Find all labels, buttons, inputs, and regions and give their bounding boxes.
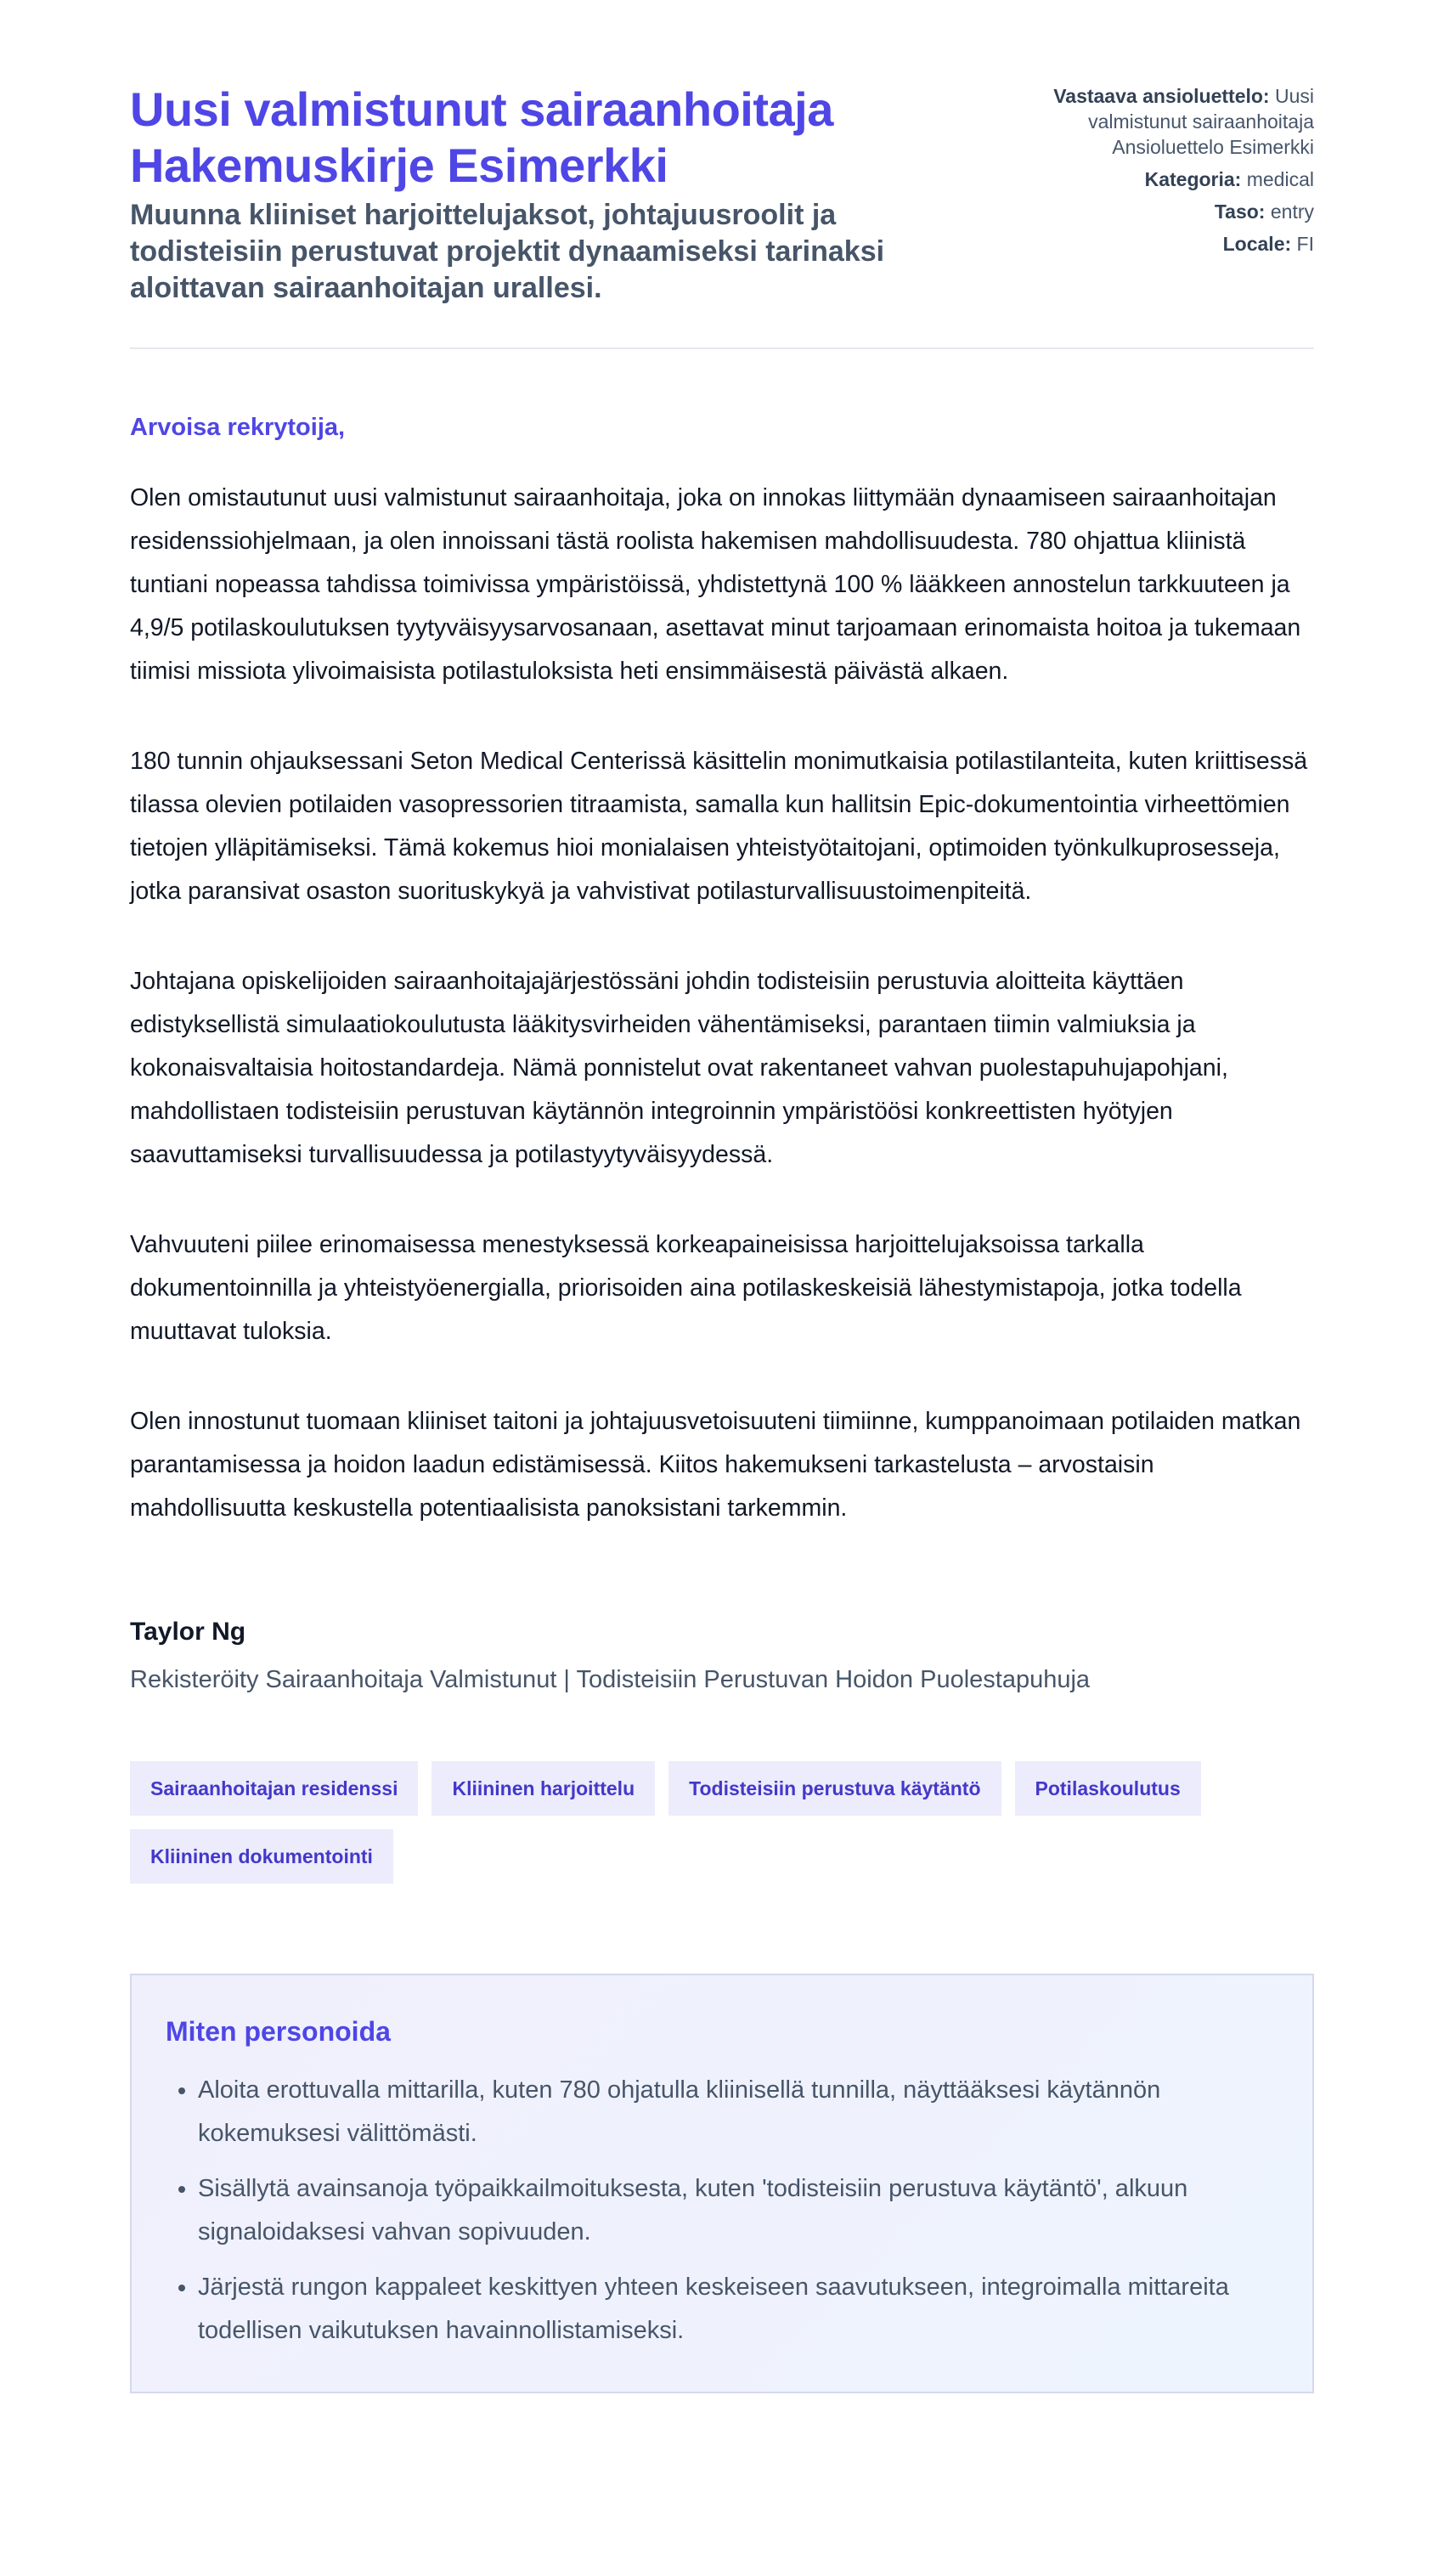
keyword-tag: Kliininen dokumentointi [130,1829,393,1884]
meta-level [1008,199,1314,224]
signature-name: Taylor Ng [130,1618,246,1646]
keyword-tag: Sairaanhoitajan residenssi [130,1761,418,1816]
page-header [130,82,1314,349]
meta-category-value: medical [1246,168,1314,190]
page-subtitle: Muunna kliiniset harjoittelujaksot, johtajuusroolit ja todisteisiin perustuvat projektit dynaamiseksi tarinaksi aloittavan sairaanhoitajan urallesi. [130,199,885,304]
signature-block [130,1615,1314,1697]
header-title-block [130,82,979,307]
meta-category [1008,167,1314,192]
keyword-tags [130,1761,1314,1884]
letter-paragraph: 180 tunnin ohjauksessani Seton Medical Centerissä käsittelin monimutkaisia potilastilanteita, kuten kriittisessä tilassa olevien potilaiden vasopressorien titraamista, samalla kun hallitsin Epic-dokumentointia virheettömien tietojen ylläpitämiseksi. Tämä kokemus hioi monialaisen yhteistyötaitojani, optimoiden työnkulkuprosesseja, jotka paransivat osaston suorituskykyä ja vahvistivat potilasturvallisuustoimenpiteitä. [130,748,1308,905]
page-title [130,82,979,194]
page-title-line-1: Uusi valmistunut sairaanhoitaja [130,82,833,136]
tips-title: Miten personoida [166,2016,391,2047]
personalization-tips [130,1974,1314,2393]
meta-level-value: entry [1270,201,1314,223]
letter-paragraph: Olen innostunut tuomaan kliiniset taitoni ja johtajuusvetoisuuteni tiimiinne, kumppanoimaan potilaiden matkan parantamisessa ja hoidon laadun edistämisessä. Kiitos hakemukseni tarkastelusta – arvostaisin mahdollisuutta keskustella potentiaalisista panoksistani tarkemmin. [130,1408,1301,1522]
keyword-tag: Kliininen harjoittelu [432,1761,655,1816]
tips-item: • Järjestä rungon kappaleet keskittyen yhteen keskeiseen saavutukseen, integroimalla mittareita todellisen vaikutuksen havainnollistamiseksi. [198,2266,1278,2353]
meta-resume [1008,83,1314,160]
tips-item: • Sisällytä avainsanoja työpaikkailmoituksesta, kuten 'todisteisiin perustuva käytäntö', alkuun signaloidaksesi vahvan sopivuuden. [198,2167,1278,2254]
meta-locale-label: Locale: [1222,233,1292,255]
tips-list [166,2069,1278,2353]
signature-title: Rekisteröity Sairaanhoitaja Valmistunut | Todisteisiin Perustuvan Hoidon Puolestapuhuja [130,1666,1091,1693]
letter-paragraph: Olen omistautunut uusi valmistunut sairaanhoitaja, joka on innokas liittymään dynaamiseen sairaanhoitajan residenssiohjelmaan, ja olen innoissani tästä roolista hakemisen mahdollisuudesta. 780 ohjattua kliinistä tuntiani nopeassa tahdissa toimivissa ympäristöissä, yhdistettynä 100 % lääkkeen annostelun tarkkuuteen ja 4,9/5 potilaskoulutuksen tyytyväisyysarvosanaan, asettavat minut tarjoamaan erinomaista hoitoa ja tukemaan tiimisi missiota ylivoimaisista potilastuloksista heti ensimmäisestä päivästä alkaen. [130,484,1301,685]
meta-level-label: Taso: [1214,201,1266,223]
meta-panel [1008,82,1314,263]
meta-resume-label: Vastaava ansioluettelo: [1053,85,1270,107]
keyword-tag: Potilaskoulutus [1015,1761,1201,1816]
meta-category-label: Kategoria: [1144,168,1242,190]
letter-salutation: Arvoisa rekrytoija, [130,414,346,441]
meta-locale [1008,231,1314,257]
keyword-tag: Todisteisiin perustuva käytäntö [668,1761,1001,1816]
letter-paragraph: Johtajana opiskelijoiden sairaanhoitajajärjestössäni johdin todisteisiin perustuvia aloitteita käyttäen edistyksellistä simulaatiokoulutusta lääkitysvirheiden vähentämiseksi, parantaen tiimin valmiuksia ja kokonaisvaltaisia hoitostandardeja. Nämä ponnistelut ovat rakentaneet vahvan puolestapuhujapohjani, mahdollistaen todisteisiin perustuvan käytännön integroinnin ympäristöösi konkreettisten hyötyjen saavuttamiseksi turvallisuudessa ja potilastyytyväisyydessä. [130,968,1228,1168]
letter-body [130,477,1314,1530]
meta-resume-value: Uusi valmistunut sairaanhoitaja Ansioluettelo Esimerkki [1088,85,1314,158]
meta-locale-value: FI [1296,233,1314,255]
letter-paragraph: Vahvuuteni piilee erinomaisessa menestyksessä korkeapaineisissa harjoittelujaksoissa tarkalla dokumentoinnilla ja yhteistyöenergialla, priorisoiden aina potilaskeskeisiä lähestymistapoja, jotka todella muuttavat tuloksia. [130,1231,1242,1345]
page-title-line-2: Hakemuskirje Esimerkki [130,138,668,192]
tips-item: • Aloita erottuvalla mittarilla, kuten 780 ohjatulla kliinisellä tunnilla, näyttääksesi käytännön kokemuksesi välittömästi. [198,2069,1278,2155]
